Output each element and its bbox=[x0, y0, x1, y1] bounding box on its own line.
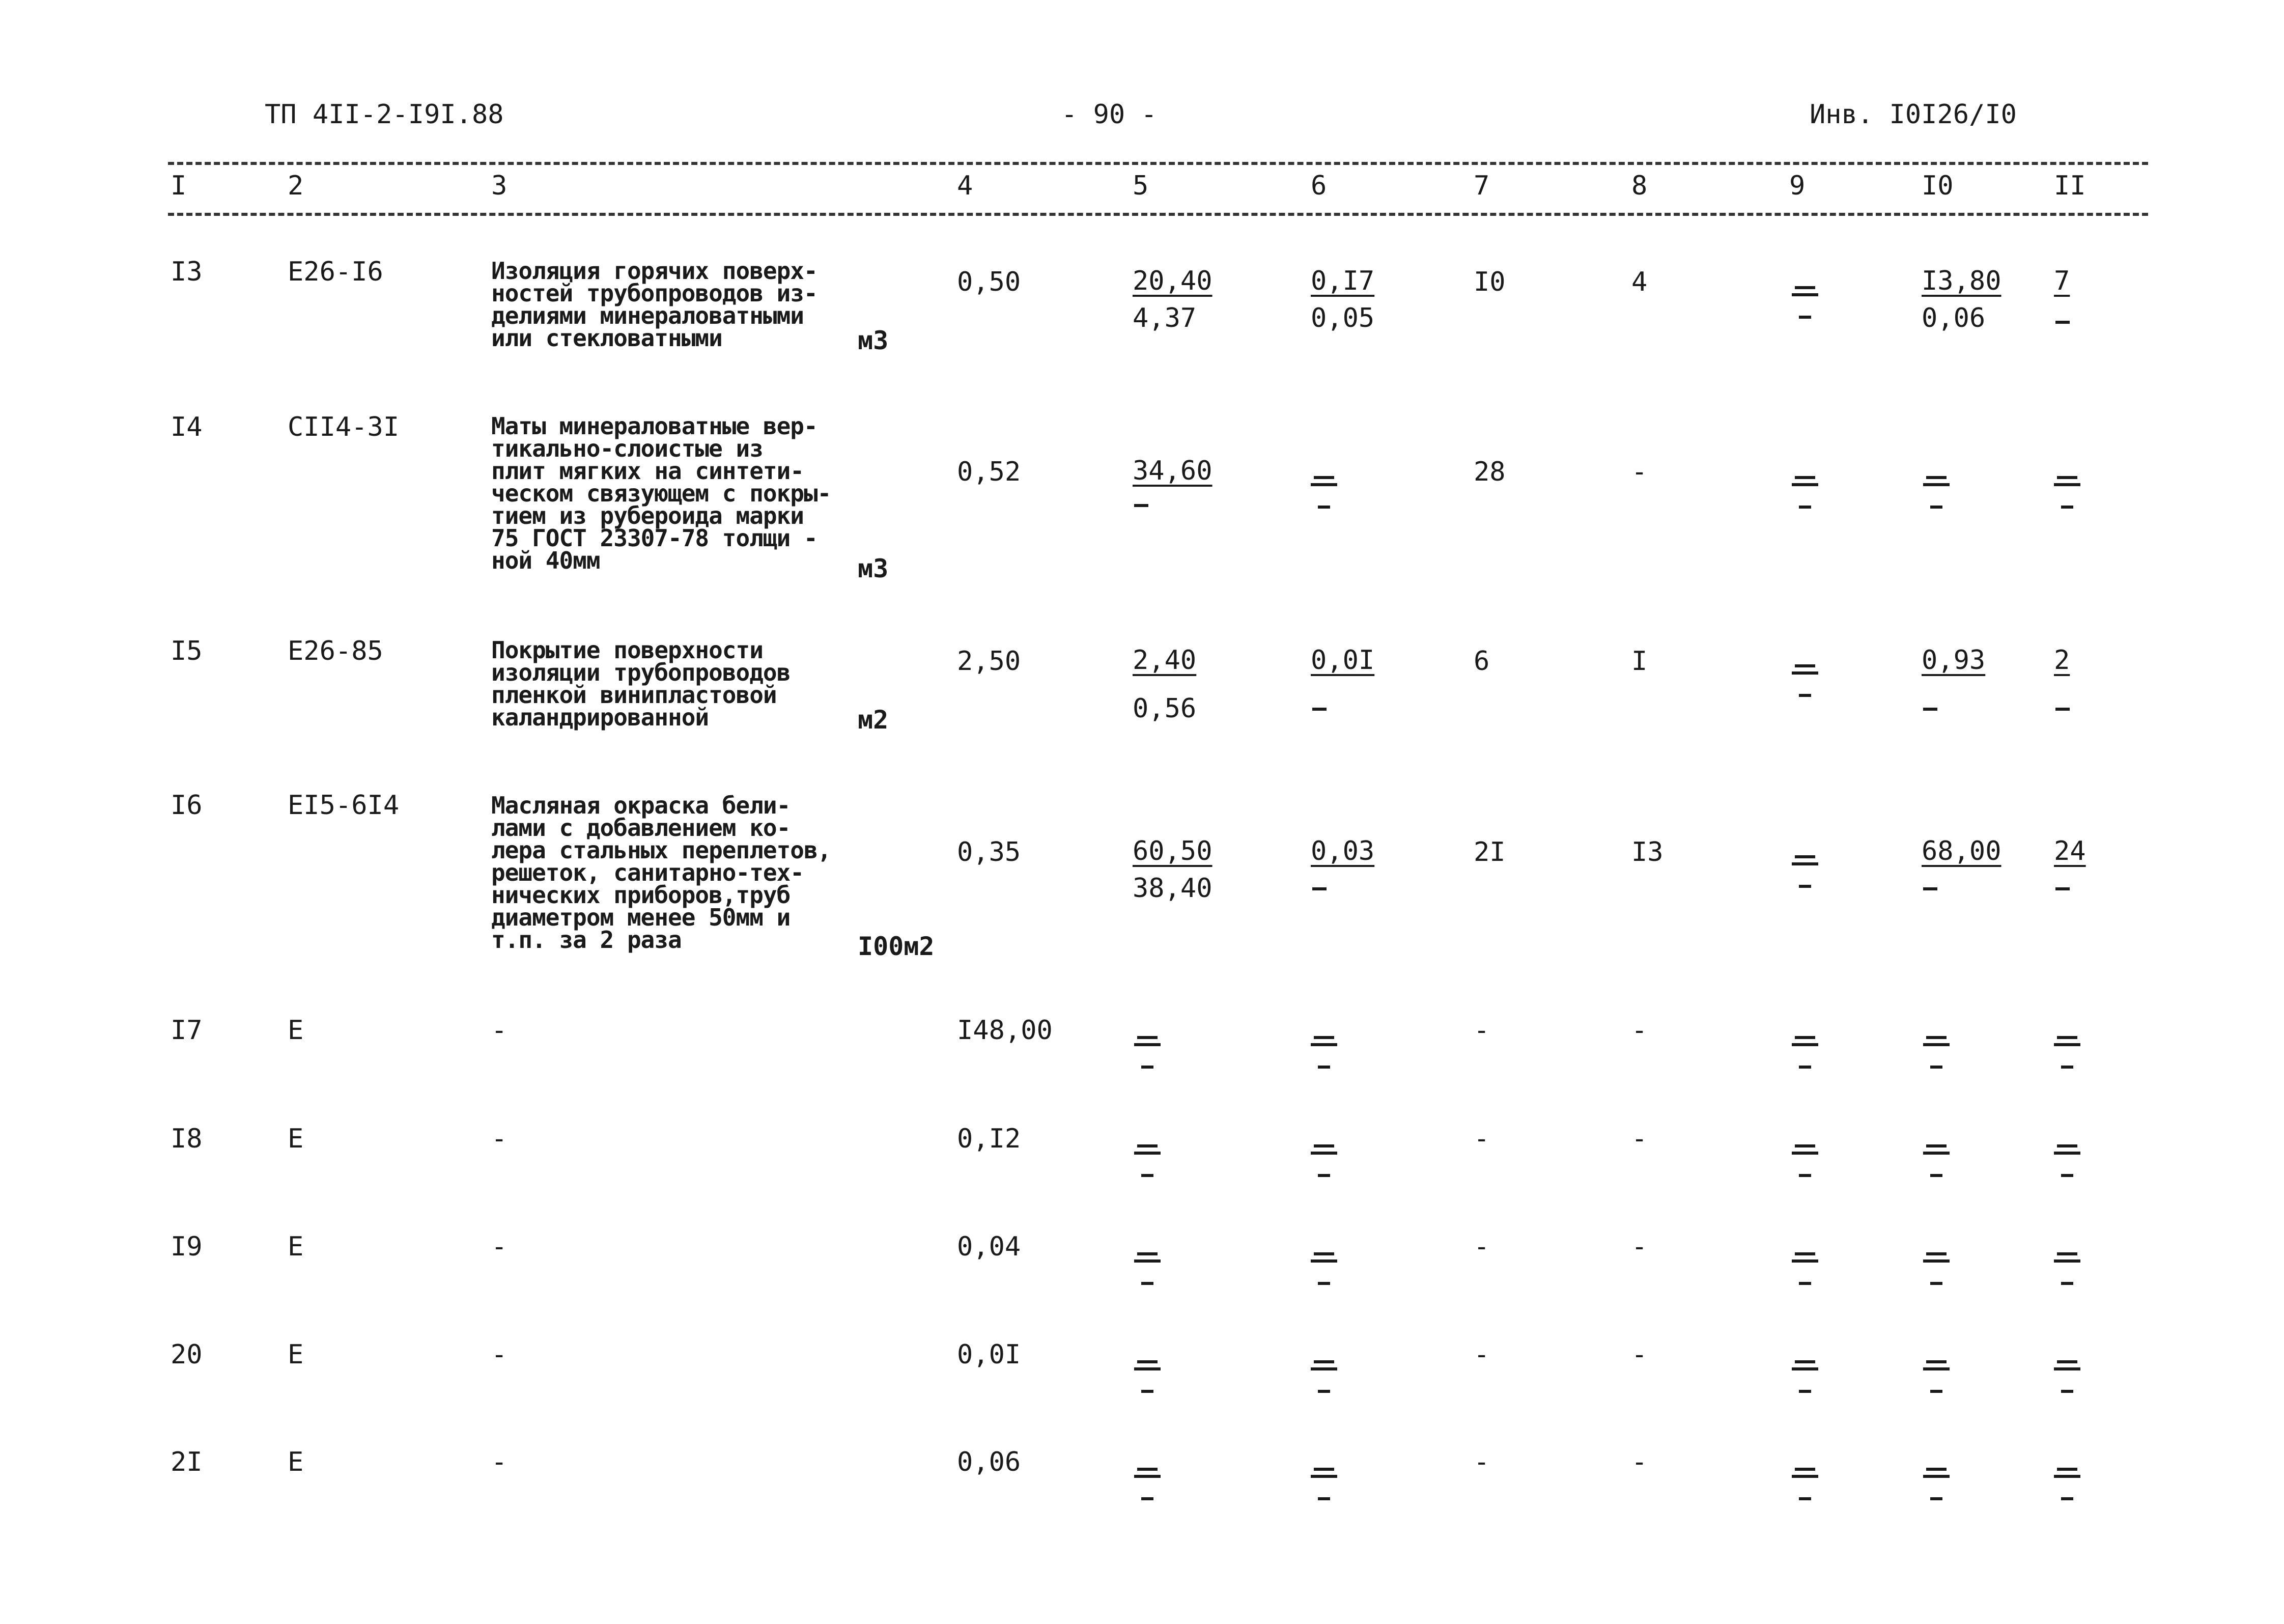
row-quantity: 2,50 bbox=[957, 646, 1021, 677]
col5-top: 2,40 bbox=[1133, 645, 1197, 676]
row-description: - bbox=[491, 1339, 507, 1370]
col7-value: - bbox=[1474, 1447, 1490, 1477]
dash-icon bbox=[2055, 708, 2070, 711]
row-number: I3 bbox=[171, 257, 203, 287]
dash-icon bbox=[1312, 887, 1327, 890]
row-code: Е bbox=[288, 1015, 304, 1046]
col11-value bbox=[2054, 835, 2086, 871]
col6-value bbox=[1311, 265, 1374, 336]
col7-value: - bbox=[1474, 1231, 1490, 1262]
col6-top: 0,03 bbox=[1311, 836, 1375, 866]
row-quantity: 0,35 bbox=[957, 837, 1021, 867]
col8-value: - bbox=[1631, 1231, 1648, 1262]
col5-top: 34,60 bbox=[1133, 456, 1213, 486]
col8-value: I3 bbox=[1631, 837, 1663, 867]
col10-top: I3,80 bbox=[1922, 266, 2001, 296]
dash-icon bbox=[1923, 708, 1937, 711]
col-header-8: 8 bbox=[1631, 171, 1648, 201]
row-number: I6 bbox=[171, 790, 203, 821]
col7-value: - bbox=[1474, 1124, 1490, 1154]
row-number: I4 bbox=[171, 412, 203, 442]
row-quantity: I48,00 bbox=[957, 1015, 1053, 1046]
row-description: - bbox=[491, 1447, 507, 1477]
col-header-11: II bbox=[2054, 171, 2086, 201]
col11-top: 2 bbox=[2054, 645, 2070, 676]
col8-value: 4 bbox=[1631, 267, 1648, 297]
row-quantity: 0,52 bbox=[957, 457, 1021, 487]
row-code: СII4-3I bbox=[288, 412, 400, 442]
row-code: Е bbox=[288, 1339, 304, 1370]
col8-value: - bbox=[1631, 457, 1648, 487]
col5-bottom: 38,40 bbox=[1133, 873, 1213, 904]
col6-bottom: 0,05 bbox=[1311, 303, 1375, 333]
row-description: - bbox=[491, 1015, 507, 1046]
col10-top: 0,93 bbox=[1922, 645, 1986, 676]
col-header-5: 5 bbox=[1133, 171, 1149, 201]
row-quantity: 0,I2 bbox=[957, 1124, 1021, 1154]
doc-code: ТП 4II-2-I9I.88 bbox=[265, 99, 504, 130]
row-unit: м2 bbox=[858, 705, 889, 735]
row-number: 2I bbox=[171, 1447, 203, 1477]
col6-top: 0,0I bbox=[1311, 645, 1375, 676]
col11-top: 24 bbox=[2054, 836, 2086, 866]
col6-value bbox=[1311, 644, 1374, 680]
row-description: Изоляция горячих поверх- ностей трубопроводов из- делиями минераловатными или стекловатными bbox=[491, 257, 817, 352]
col-header-7: 7 bbox=[1474, 171, 1490, 201]
col5-bottom: 0,56 bbox=[1133, 693, 1197, 724]
row-description: Покрытие поверхности изоляции трубопроводов пленкой винипластовой каландрированной bbox=[491, 636, 791, 731]
col5-value bbox=[1133, 265, 1213, 336]
row-number: I9 bbox=[171, 1231, 203, 1262]
header-rule-bottom bbox=[168, 213, 2148, 216]
col8-value: - bbox=[1631, 1447, 1648, 1477]
col8-value: I bbox=[1631, 646, 1648, 677]
col10-top: 68,00 bbox=[1922, 836, 2001, 866]
header-rule-top bbox=[168, 162, 2148, 165]
dash-icon bbox=[1134, 504, 1148, 507]
row-unit: м3 bbox=[858, 554, 889, 583]
col11-value bbox=[2054, 644, 2070, 680]
row-number: I8 bbox=[171, 1124, 203, 1154]
col7-value: 28 bbox=[1474, 457, 1506, 487]
dash-icon bbox=[2055, 321, 2070, 324]
col10-value bbox=[1922, 835, 2001, 871]
row-code: Е bbox=[288, 1447, 304, 1477]
row-quantity: 0,04 bbox=[957, 1231, 1021, 1262]
row-description: - bbox=[491, 1124, 507, 1154]
row-code: Е bbox=[288, 1124, 304, 1154]
row-description: - bbox=[491, 1231, 507, 1262]
col8-value: - bbox=[1631, 1015, 1648, 1046]
col5-top: 60,50 bbox=[1133, 836, 1213, 866]
row-description: Масляная окраска бели- лами с добавлением ко- лера стальных переплетов, решеток, санитарно-тех- нических приборов,труб диаметром менее 50мм и т.п. за 2 раза bbox=[491, 792, 831, 954]
col5-top: 20,40 bbox=[1133, 266, 1213, 296]
row-unit: I00м2 bbox=[858, 932, 935, 961]
inventory-number: Инв. I0I26/I0 bbox=[1810, 99, 2017, 130]
col-header-4: 4 bbox=[957, 171, 973, 201]
row-quantity: 0,0I bbox=[957, 1339, 1021, 1370]
col8-value: - bbox=[1631, 1339, 1648, 1370]
col-header-6: 6 bbox=[1311, 171, 1327, 201]
col7-value: - bbox=[1474, 1015, 1490, 1046]
col8-value: - bbox=[1631, 1124, 1648, 1154]
col-header-2: 2 bbox=[288, 171, 304, 201]
col5-value bbox=[1133, 835, 1213, 906]
col11-top: 7 bbox=[2054, 266, 2070, 296]
col10-value bbox=[1922, 644, 1985, 680]
col-header-10: I0 bbox=[1922, 171, 1954, 201]
col7-value: I0 bbox=[1474, 267, 1506, 297]
col7-value: - bbox=[1474, 1339, 1490, 1370]
dash-icon bbox=[1312, 708, 1327, 711]
row-number: I5 bbox=[171, 636, 203, 666]
col-header-3: 3 bbox=[491, 171, 507, 201]
row-description: Маты минераловатные вер- тикально-слоистые из плит мягких на синтети- ческом связующем с покры- тием из рубероида марки 75 ГОСТ 23307-78 толщи - ной 40мм bbox=[491, 412, 831, 574]
row-code: ЕI5-6I4 bbox=[288, 790, 400, 821]
col6-top: 0,I7 bbox=[1311, 266, 1375, 296]
row-quantity: 0,06 bbox=[957, 1447, 1021, 1477]
row-code: Е bbox=[288, 1231, 304, 1262]
row-number: I7 bbox=[171, 1015, 203, 1046]
col11-value bbox=[2054, 265, 2070, 300]
dash-icon bbox=[1923, 887, 1937, 890]
col7-value: 2I bbox=[1474, 837, 1506, 867]
row-code: Е26-85 bbox=[288, 636, 383, 666]
row-number: 20 bbox=[171, 1339, 203, 1370]
col-header-9: 9 bbox=[1789, 171, 1806, 201]
col10-bottom: 0,06 bbox=[1922, 303, 1986, 333]
col7-value: 6 bbox=[1474, 646, 1490, 677]
row-code: Е26-I6 bbox=[288, 257, 383, 287]
row-unit: м3 bbox=[858, 326, 889, 355]
col5-value bbox=[1133, 644, 1196, 726]
row-quantity: 0,50 bbox=[957, 267, 1021, 297]
col5-bottom: 4,37 bbox=[1133, 303, 1197, 333]
col6-value bbox=[1311, 835, 1374, 871]
page-number: - 90 - bbox=[1061, 99, 1157, 130]
col5-value bbox=[1133, 455, 1213, 490]
dash-icon bbox=[2055, 887, 2070, 890]
col-header-1: I bbox=[171, 171, 187, 201]
col10-value bbox=[1922, 265, 2001, 336]
